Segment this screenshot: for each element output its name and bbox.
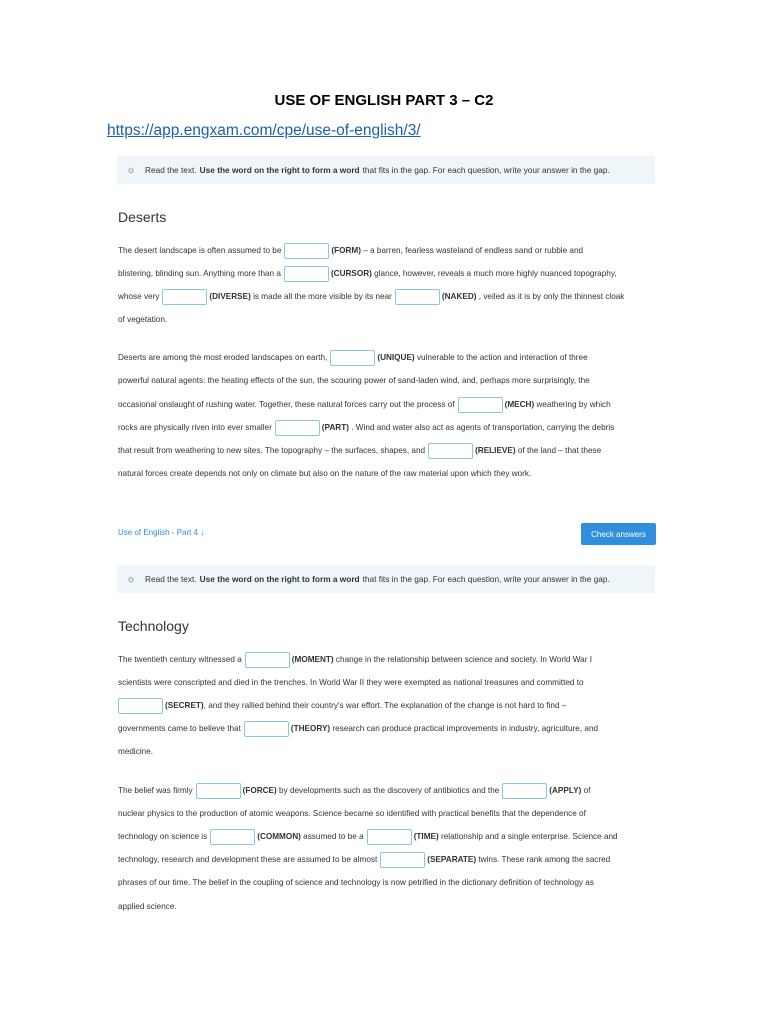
text-segment: is made all the more visible by its near [253, 292, 392, 301]
text-segment: . Wind and water also act as agents of transportation, carrying the debris [351, 423, 615, 432]
text-line [118, 720, 658, 738]
instruction-text: that fits in the gap. For each question, write your answer in the gap. [362, 574, 610, 584]
text-segment: powerful natural agents: the heating effects of the sun, the scouring power of sand-laden wind, and, perhaps more surprisingly, the [118, 376, 590, 385]
text-segment: of vegetation. [118, 315, 168, 324]
text-line [118, 396, 658, 414]
text-segment: technology on science is [118, 832, 208, 841]
keyword-label: (FORCE) [242, 786, 277, 795]
answer-gap-naked[interactable] [395, 289, 440, 305]
text-line [118, 349, 658, 367]
text-segment: whose very [118, 292, 160, 301]
answer-gap-moment[interactable] [245, 652, 290, 668]
answer-gap-cursor[interactable] [284, 266, 329, 282]
answer-gap-separate[interactable] [380, 852, 425, 868]
text-segment: The twentieth century witnessed a [118, 655, 242, 664]
arrow-down-icon: ↓ [200, 528, 205, 537]
text-segment: technology, research and development these are assumed to be almost [118, 855, 378, 864]
keyword-label: (COMMON) [257, 832, 301, 841]
text-segment: phrases of our time. The belief in the coupling of science and technology is now petrified in the dictionary definition of technology as [118, 878, 594, 887]
text-segment: applied science. [118, 902, 177, 911]
text-segment: – a barren, fearless wasteland of endless sand or rubble and [363, 246, 584, 255]
lightbulb-icon: ☼ [126, 573, 136, 585]
document-title: USE OF ENGLISH PART 3 – C2 [274, 92, 494, 109]
text-segment: of the land – that these [517, 446, 602, 455]
keyword-label: (THEORY) [290, 724, 331, 733]
text-line [118, 372, 658, 390]
text-line [118, 265, 658, 283]
text-line [118, 782, 658, 800]
check-answers-button[interactable]: Check answers [581, 523, 656, 545]
text-line [118, 288, 658, 306]
keyword-label: (APPLY) [549, 786, 582, 795]
answer-gap-time[interactable] [367, 829, 412, 845]
keyword-label: (UNIQUE) [377, 353, 415, 362]
keyword-label: (SECRET) [165, 701, 204, 710]
text-line [118, 242, 658, 260]
next-part-link[interactable] [118, 528, 204, 537]
text-segment: glance, however, reveals a much more highly nuanced topography, [374, 269, 617, 278]
keyword-label: (MECH) [504, 400, 535, 409]
instruction-banner [117, 156, 655, 184]
keyword-label: (CURSOR) [330, 269, 372, 278]
text-segment: natural forces create depends not only on climate but also on the nature of the raw material upon which they work. [118, 469, 532, 478]
text-segment: nuclear physics to the production of atomic weapons. Science became so identified with practical benefits that the dependence of [118, 809, 586, 818]
text-segment: weathering by which [536, 400, 611, 409]
text-segment: The belief was firmly [118, 786, 193, 795]
text-line [118, 311, 658, 329]
text-line [118, 465, 658, 483]
text-segment: of [583, 786, 591, 795]
instruction-text: Read the text. [145, 165, 197, 175]
instruction-text: that fits in the gap. For each question, write your answer in the gap. [362, 165, 610, 175]
text-segment: research can produce practical improvements in industry, agriculture, and [332, 724, 599, 733]
text-line [118, 851, 658, 869]
keyword-label: (RELIEVE) [475, 446, 516, 455]
lightbulb-icon: ☼ [126, 164, 136, 176]
instruction-bold-text: Use the word on the right to form a word [199, 165, 360, 175]
text-segment: Deserts are among the most eroded landscapes on earth, [118, 353, 328, 362]
answer-gap-force[interactable] [196, 783, 241, 799]
text-segment: relationship and a single enterprise. Science and [441, 832, 618, 841]
text-line [118, 419, 658, 437]
text-segment: rocks are physically riven into ever smaller [118, 423, 272, 432]
text-line [118, 697, 658, 715]
text-line [118, 805, 658, 823]
answer-gap-diverse[interactable] [162, 289, 207, 305]
answer-gap-relieve[interactable] [428, 443, 473, 459]
keyword-label: (SEPARATE) [427, 855, 477, 864]
next-part-label: Use of English - Part 4 [118, 528, 199, 537]
answer-gap-secret[interactable] [118, 698, 163, 714]
text-line [118, 828, 658, 846]
section-title-deserts: Deserts [118, 209, 167, 225]
keyword-label: (TIME) [413, 832, 439, 841]
text-segment: assumed to be a [303, 832, 364, 841]
text-segment: occasional onslaught of rushing water. Together, these natural forces carry out the process of [118, 400, 455, 409]
keyword-label: (FORM) [331, 246, 361, 255]
text-segment: medicine. [118, 747, 154, 756]
text-segment: change in the relationship between science and society. In World War I [335, 655, 592, 664]
keyword-label: (DIVERSE) [209, 292, 251, 301]
answer-gap-theory[interactable] [244, 721, 289, 737]
text-segment: scientists were conscripted and died in the trenches. In World War II they were exempted as national treasures and committed to [118, 678, 584, 687]
text-segment: governments came to believe that [118, 724, 241, 733]
instruction-text: Read the text. [145, 574, 197, 584]
text-segment: The desert landscape is often assumed to be [118, 246, 282, 255]
answer-gap-part[interactable] [275, 420, 320, 436]
text-line [118, 874, 658, 892]
text-segment: vulnerable to the action and interaction of three [416, 353, 588, 362]
text-line [118, 898, 658, 916]
text-line [118, 442, 658, 460]
answer-gap-common[interactable] [210, 829, 255, 845]
keyword-label: (NAKED) [441, 292, 477, 301]
text-segment: , veiled as it is by only the thinnest cloak [478, 292, 625, 301]
text-segment: by developments such as the discovery of antibiotics and the [279, 786, 500, 795]
keyword-label: (PART) [321, 423, 349, 432]
instruction-banner [117, 565, 655, 593]
answer-gap-unique[interactable] [330, 350, 375, 366]
text-line [118, 651, 658, 669]
instruction-bold-text: Use the word on the right to form a word [199, 574, 360, 584]
text-line [118, 674, 658, 692]
text-line [118, 743, 658, 761]
answer-gap-form[interactable] [284, 243, 329, 259]
section-title-technology: Technology [118, 618, 189, 634]
answer-gap-mech[interactable] [458, 397, 503, 413]
text-segment: twins. These rank among the sacred [478, 855, 611, 864]
keyword-label: (MOMENT) [291, 655, 334, 664]
text-segment: that result from weathering to new sites. The topography – the surfaces, shapes, and [118, 446, 426, 455]
text-segment: blistering, blinding sun. Anything more than a [118, 269, 281, 278]
source-link[interactable]: https://app.engxam.com/cpe/use-of-english/3/ [107, 122, 421, 139]
answer-gap-apply[interactable] [502, 783, 547, 799]
text-segment: , and they rallied behind their country's war effort. The explanation of the change is not hard to find – [203, 701, 567, 710]
